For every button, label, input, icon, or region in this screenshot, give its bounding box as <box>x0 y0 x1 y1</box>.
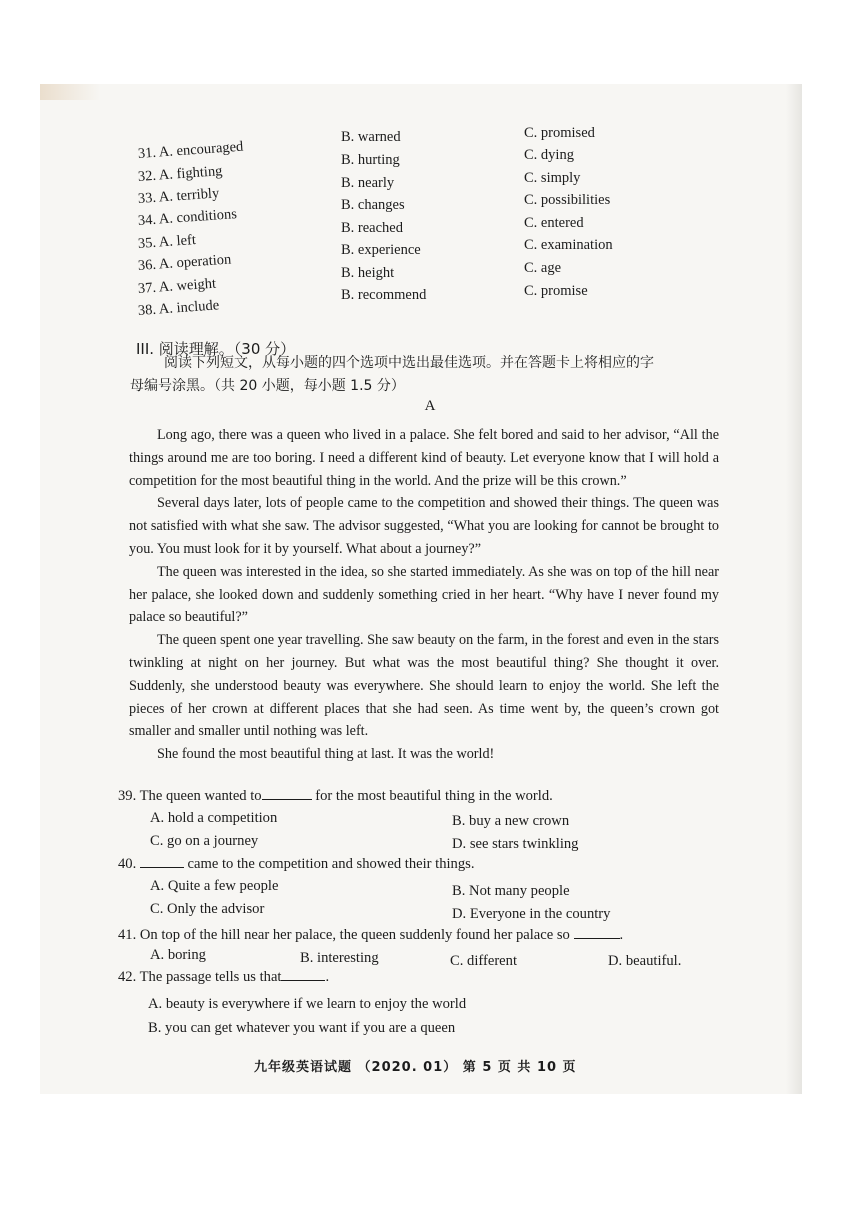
question-40-stem <box>118 854 474 874</box>
passage-paragraph: The queen spent one year travelling. She saw beauty on the farm, in the forest and even in the stars twinkling at night on her journey. But what was the most beautiful thing? She thought it over. Suddenly, she understood beauty was everywhere. She should learn to enjoy the world. She left the pieces of her crown at different places that she had seen. As time went by, the queen’s crown got smaller and smaller until nothing was left. <box>129 632 719 740</box>
reading-passage <box>129 424 719 766</box>
option-34-c: C. possibilities <box>524 192 611 208</box>
question-42-text: 42. The passage tells us that <box>118 969 282 985</box>
passage-paragraph: The queen was interested in the idea, so she started immediately. As she was on top of the hill near her palace, she looked down and suddenly something cried in her heart. “Why have I never found my palace so beautiful?” <box>129 563 719 626</box>
question-40-option-b: B. Not many people <box>452 883 570 899</box>
question-41-option-d: D. beautiful. <box>608 953 682 969</box>
question-41-option-b: B. interesting <box>300 950 379 966</box>
option-38-b: B. recommend <box>341 287 427 303</box>
question-40-text-end: came to the competition and showed their things. <box>183 856 475 872</box>
question-40-option-c: C. Only the advisor <box>150 901 265 917</box>
option-31-a: 31. A. encouraged <box>137 138 244 162</box>
option-36-b: B. experience <box>341 242 421 258</box>
question-40-option-a: A. Quite a few people <box>150 878 279 894</box>
question-39-text-end: for the most beautiful thing in the world. <box>311 788 553 804</box>
answer-blank <box>574 938 620 939</box>
answer-blank <box>140 867 184 868</box>
option-31-c: C. promised <box>524 125 595 141</box>
option-37-a: 37. A. weight <box>137 275 217 297</box>
passage-paragraph: She found the most beautiful thing at last. It was the world! <box>157 746 495 763</box>
section-heading: III. 阅读理解。（30 分） <box>136 340 296 358</box>
option-37-b: B. height <box>341 265 395 281</box>
question-39-stem <box>118 786 553 806</box>
option-35-b: B. reached <box>341 220 403 236</box>
option-34-b: B. changes <box>341 197 405 213</box>
page-footer: 九年级英语试题 （2020. 01） 第 5 页 共 10 页 <box>254 1060 577 1075</box>
question-39-option-b: B. buy a new crown <box>452 813 570 829</box>
option-37-c: C. age <box>524 260 562 276</box>
answer-blank <box>281 980 325 981</box>
question-42-stem <box>118 967 329 987</box>
page-edge <box>786 84 802 1094</box>
option-38-c: C. promise <box>524 283 588 299</box>
passage-paragraph: Several days later, lots of people came to the competition and showed their things. The queen was not satisfied with what she saw. The advisor suggested, “What you are looking for cannot be brought to you. You must look for it by yourself. What about a journey?” <box>129 495 719 557</box>
option-34-a: 34. A. conditions <box>137 206 238 229</box>
question-41-text: 41. On top of the hill near her palace, the queen suddenly found her palace so <box>118 927 570 943</box>
option-36-a: 36. A. operation <box>137 251 232 274</box>
question-41-option-a: A. boring <box>150 947 206 963</box>
question-41-stem <box>118 925 623 945</box>
passage-paragraph: Long ago, there was a queen who lived in a palace. She felt bored and said to her advisor, “All the things around me are too boring. I need a different kind of beauty. Let everyone know that I will hold a competition for the most beautiful thing in the world. And the prize will be this crown.” <box>129 427 719 489</box>
option-32-b: B. hurting <box>341 152 400 168</box>
passage-label: A <box>424 398 436 414</box>
option-33-c: C. simply <box>524 170 581 186</box>
option-38-a: 38. A. include <box>137 297 220 319</box>
option-36-c: C. examination <box>524 237 613 253</box>
option-33-a: 33. A. terribly <box>137 185 220 207</box>
question-40-option-d: D. Everyone in the country <box>452 906 611 922</box>
option-35-a: 35. A. left <box>137 231 197 252</box>
section-instruction-line1: 阅读下列短文，从每小题的四个选项中选出最佳选项。并在答题卡上将相应的字 <box>164 355 654 371</box>
question-42-option-a: A. beauty is everywhere if we learn to enjoy the world <box>148 996 467 1012</box>
option-33-b: B. nearly <box>341 175 395 191</box>
option-32-c: C. dying <box>524 147 574 163</box>
scan-smudge <box>40 84 100 100</box>
question-39-option-a: A. hold a competition <box>150 810 278 826</box>
question-39-text: 39. The queen wanted to <box>118 788 262 804</box>
question-39-option-d: D. see stars twinkling <box>452 836 579 852</box>
question-42-text-end: . <box>325 969 330 985</box>
question-42-option-b: B. you can get whatever you want if you are a queen <box>148 1020 456 1036</box>
answer-blank <box>262 799 312 800</box>
option-31-b: B. warned <box>341 129 401 145</box>
question-40-text: 40. <box>118 856 140 872</box>
question-41-text-end: . <box>619 927 624 943</box>
question-39-option-c: C. go on a journey <box>150 833 259 849</box>
option-32-a: 32. A. fighting <box>137 163 223 185</box>
question-41-option-c: C. different <box>450 953 518 969</box>
option-35-c: C. entered <box>524 215 584 231</box>
section-instruction-line2: 母编号涂黑。（共 20 小题，每小题 1.5 分） <box>130 378 405 394</box>
